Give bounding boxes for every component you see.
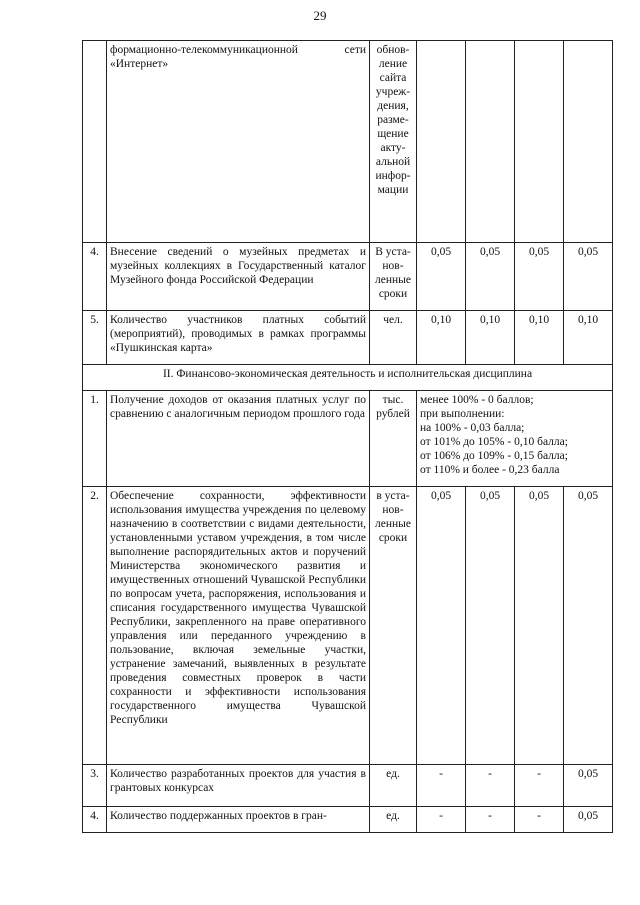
unit-line: мации [377, 184, 409, 196]
scoring-note-line: от 101% до 105% - 0,10 балла; [420, 436, 568, 448]
unit-line: щение [377, 128, 409, 140]
unit-line: сроки [378, 288, 408, 300]
indicator-name-line: «Интернет» [110, 58, 169, 70]
value-cell [564, 41, 613, 243]
table-row [83, 41, 613, 243]
row-number: 4. [83, 243, 107, 311]
value-cell: - [417, 807, 466, 833]
value-cell: - [466, 807, 515, 833]
unit-line: ед. [386, 768, 400, 780]
section-header-row [83, 365, 613, 391]
row-number [83, 41, 107, 243]
scoring-note [417, 391, 613, 487]
unit-line: в уста- [376, 490, 410, 502]
table-row [83, 807, 613, 833]
scoring-note-line: от 110% и более - 0,23 балла [420, 464, 560, 476]
indicator-name: Обеспечение сохранности, эффективности использования имущества учреждения по целевому назначению в соответствии с видами деятельности, установленными уставом учреждения, в том числе выполнение распорядительных актов и поручений Министерства экономического развития и имущественных отношений Чувашской Республики по вопросам учета, распоряжения, использования и списания государственного имущества Чувашской Республики, закрепленного на праве оперативного управления или переданного учреждению в пользование, включая земельные участки, устранение замечаний, выявленных в результате проведения совместных проверок в части сохранности и эффективности использования государственного имущества Чувашской Республики [107, 487, 370, 765]
indicator-name [107, 41, 370, 243]
unit-line: ленные [375, 518, 411, 530]
value-cell: 0,10 [417, 311, 466, 365]
value-cell: 0,05 [466, 243, 515, 311]
indicator-name-line: формационно-телекоммуникационной сети [110, 44, 366, 56]
unit-line: ед. [386, 810, 400, 822]
row-number: 2. [83, 487, 107, 765]
unit-line: сроки [378, 532, 408, 544]
row-number: 1. [83, 391, 107, 487]
table-row [83, 391, 613, 487]
unit-line: сайта [379, 72, 407, 84]
unit-line: инфор- [375, 170, 411, 182]
value-cell: - [417, 765, 466, 807]
unit-line: В уста- [375, 246, 411, 258]
unit-line: ленные [375, 274, 411, 286]
unit-cell [370, 41, 417, 243]
unit-cell [370, 311, 417, 365]
value-cell: 0,05 [515, 487, 564, 765]
value-cell: 0,05 [417, 243, 466, 311]
row-number: 4. [83, 807, 107, 833]
criteria-table [82, 40, 613, 833]
unit-cell [370, 243, 417, 311]
page-number: 29 [313, 8, 327, 23]
value-cell: 0,05 [564, 765, 613, 807]
table-row [83, 311, 613, 365]
value-cell: 0,05 [564, 243, 613, 311]
unit-cell [370, 391, 417, 487]
scoring-note-line: менее 100% - 0 баллов; [420, 394, 534, 406]
unit-line: альной [375, 156, 411, 168]
indicator-name: Количество разработанных проектов для участия в грантовых конкурсах [107, 765, 370, 807]
unit-line: обнов- [376, 44, 410, 56]
unit-line: дения, [377, 100, 409, 112]
value-cell: 0,05 [417, 487, 466, 765]
unit-cell [370, 487, 417, 765]
unit-line: учреж- [375, 86, 411, 98]
row-number: 3. [83, 765, 107, 807]
unit-line: тыс. [382, 394, 404, 406]
unit-line: ление [378, 58, 408, 70]
unit-line: чел. [383, 314, 403, 326]
indicator-name: Получение доходов от оказания платных услуг по сравнению с аналогичным периодом прошлого года [107, 391, 370, 487]
unit-line: разме- [377, 114, 409, 126]
unit-line: нов- [382, 504, 404, 516]
value-cell: - [515, 765, 564, 807]
indicator-name: Количество участников платных событий (мероприятий), проводимых в рамках программы «Пушкинская карта» [107, 311, 370, 365]
row-number: 5. [83, 311, 107, 365]
unit-cell [370, 807, 417, 833]
value-cell: 0,05 [564, 487, 613, 765]
value-cell: 0,10 [466, 311, 515, 365]
indicator-name: Внесение сведений о музейных предметах и музейных коллекциях в Государственный каталог Музейного фонда Российской Федерации [107, 243, 370, 311]
scoring-note-line: от 106% до 109% - 0,15 балла; [420, 450, 568, 462]
value-cell [417, 41, 466, 243]
value-cell: 0,10 [515, 311, 564, 365]
table-row [83, 487, 613, 765]
value-cell [515, 41, 564, 243]
value-cell: 0,10 [564, 311, 613, 365]
value-cell [466, 41, 515, 243]
value-cell: - [515, 807, 564, 833]
table-row [83, 243, 613, 311]
indicator-name: Количество поддержанных проектов в гран- [107, 807, 370, 833]
section-title: II. Финансово-экономическая деятельность и исполнительская дисциплина [83, 365, 613, 391]
unit-cell [370, 765, 417, 807]
value-cell: 0,05 [515, 243, 564, 311]
value-cell: - [466, 765, 515, 807]
value-cell: 0,05 [466, 487, 515, 765]
value-cell: 0,05 [564, 807, 613, 833]
unit-line: рублей [376, 408, 410, 420]
table-row [83, 765, 613, 807]
unit-line: акту- [380, 142, 406, 154]
scoring-note-line: при выполнении: [420, 408, 505, 420]
unit-line: нов- [382, 260, 404, 272]
scoring-note-line: на 100% - 0,03 балла; [420, 422, 525, 434]
